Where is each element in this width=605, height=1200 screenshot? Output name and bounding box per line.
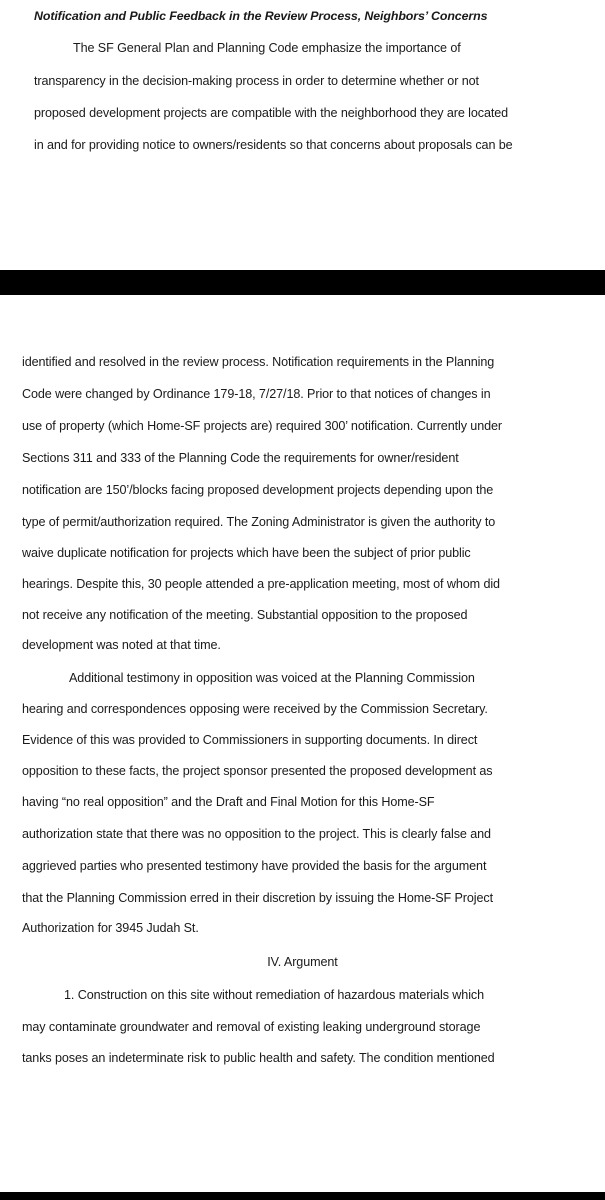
body-text-line: development was noted at that time. [22,638,221,652]
body-text-line: type of permit/authorization required. The Zoning Administrator is given the authority to [22,515,496,529]
body-text-line: Code were changed by Ordinance 179-18, 7/27/18. Prior to that notices of changes in [22,387,491,401]
body-text-line: that the Planning Commission erred in their discretion by issuing the Home-SF Project [22,891,493,905]
body-text-line: not receive any notification of the meeting. Substantial opposition to the proposed [22,608,468,622]
body-text-line: transparency in the decision-making process in order to determine whether or not [34,74,479,88]
body-text-line: in and for providing notice to owners/residents so that concerns about proposals can be [34,138,513,152]
body-text-line: 1. Construction on this site without remediation of hazardous materials which [64,988,485,1002]
body-text-line: waive duplicate notification for projects which have been the subject of prior public [22,546,471,560]
body-text-line: authorization state that there was no opposition to the project. This is clearly false and [22,827,491,841]
section-heading-notification: Notification and Public Feedback in the Review Process, Neighbors’ Concerns [34,9,488,23]
body-text-line: notification are 150’/blocks facing proposed development projects depending upon the [22,483,494,497]
body-text-line: may contaminate groundwater and removal of existing leaking underground storage [22,1020,481,1034]
body-text-line: Evidence of this was provided to Commissioners in supporting documents. In direct [22,733,478,747]
body-text-line: opposition to these facts, the project sponsor presented the proposed development as [22,764,493,778]
body-text-line: Additional testimony in opposition was voiced at the Planning Commission [69,671,475,685]
body-text-line: use of property (which Home-SF projects are) required 300’ notification. Currently under [22,419,503,433]
section-heading-argument: IV. Argument [267,955,338,969]
body-text-line: aggrieved parties who presented testimony have provided the basis for the argument [22,859,487,873]
body-text-line: hearings. Despite this, 30 people attended a pre-application meeting, most of whom did [22,577,500,591]
body-text-line: identified and resolved in the review process. Notification requirements in the Planning [22,355,495,369]
page-separator-band [0,270,605,295]
page-bottom-band [0,1192,605,1200]
body-text-line: having “no real opposition” and the Draft and Final Motion for this Home-SF [22,795,435,809]
body-text-line: Authorization for 3945 Judah St. [22,921,199,935]
body-text-line: proposed development projects are compatible with the neighborhood they are located [34,106,509,120]
body-text-line: Sections 311 and 333 of the Planning Code the requirements for owner/resident [22,451,459,465]
body-text-line: hearing and correspondences opposing were received by the Commission Secretary. [22,702,488,716]
body-text-line: tanks poses an indeterminate risk to public health and safety. The condition mentioned [22,1051,495,1065]
body-text-line: The SF General Plan and Planning Code emphasize the importance of [73,41,461,55]
page-fragment-top [0,0,605,270]
